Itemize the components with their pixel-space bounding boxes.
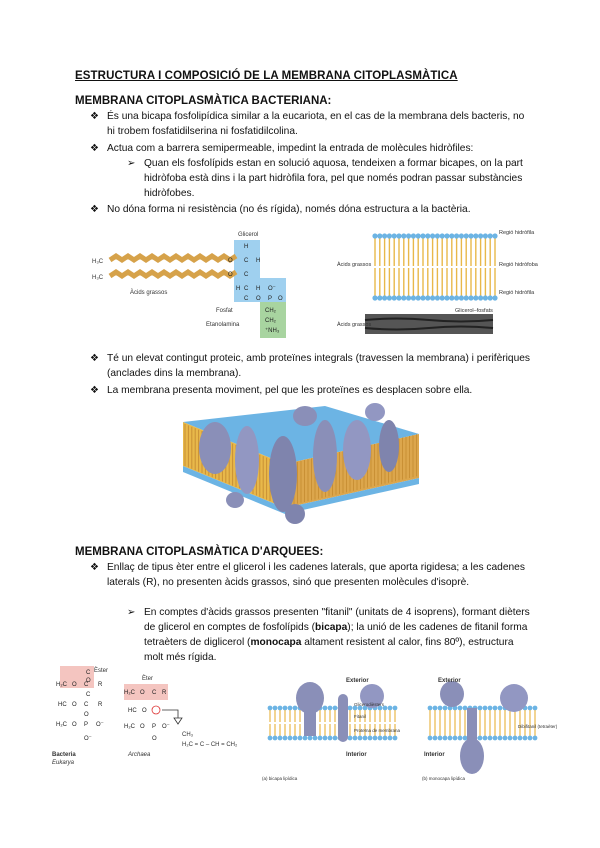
- membrane-protein-label: Proteïna de membrana: [354, 728, 401, 733]
- svg-text:R: R: [98, 702, 103, 708]
- svg-text:C: C: [84, 702, 89, 708]
- interior-label: Interior: [346, 752, 367, 758]
- svg-text:C: C: [244, 258, 249, 264]
- eukarya-label: Eukarya: [52, 760, 75, 766]
- svg-text:O⁻: O⁻: [268, 286, 276, 292]
- svg-text:O: O: [140, 690, 145, 696]
- exterior-label: Exterior: [346, 678, 369, 684]
- svg-text:O: O: [72, 722, 77, 728]
- bullet-item: [90, 351, 530, 381]
- bullet-text: No dóna forma ni resistència (no és rígida), només dóna estructura a la bactèria.: [107, 204, 471, 215]
- svg-text:C: C: [84, 682, 89, 688]
- svg-text:O: O: [86, 678, 91, 684]
- arrow-marker-icon: ➢: [127, 607, 136, 618]
- membrane-proteins-figure: [175, 400, 425, 528]
- svg-text:O: O: [152, 736, 157, 742]
- glycerodiesters-label: Glicerodièsters: [354, 702, 385, 707]
- svg-text:HC: HC: [58, 702, 67, 708]
- svg-text:HC: HC: [128, 708, 137, 714]
- arrow-marker-icon: ➢: [127, 158, 136, 169]
- svg-text:CH₂: CH₂: [265, 318, 276, 324]
- sub-bullet-item: [127, 605, 532, 665]
- section-heading-archaea: MEMBRANA CITOPLASMÀTICA D'ARQUEES:: [75, 546, 324, 558]
- bullet-item: [90, 141, 530, 156]
- svg-text:O: O: [228, 258, 233, 264]
- bullet-text: Enllaç de tipus èter entre el glicerol i les cadenes laterals, que aporta rigidesa; a les cadenes laterals (R), no presenten àcids grassos, sinó que presenten molècules d'isoprè.: [107, 562, 525, 588]
- bullet-text: És una bicapa fosfolipídica similar a la eucariota, en el cas de la membrana dels bacteris, no hi trobem fosfatidilserina ni fosfatidilcolina.: [107, 111, 525, 137]
- phosphate-label: Fosfat: [216, 308, 233, 314]
- bullet-marker-icon: ❖: [90, 143, 99, 154]
- svg-text:O: O: [72, 702, 77, 708]
- svg-text:R: R: [98, 682, 103, 688]
- sub-bullet-text: En comptes d'àcids grassos presenten "fitanil" (unitats de 4 isoprens), formant dièters de glicerol en comptes de fosfolípids (bicapa); la unió de les cadenes de fitanil forma tetraèters de diglicerol (monocapa altament resistent al calor, fins 80º), estructura molt més rígida.: [144, 607, 530, 663]
- bullet-text: La membrana presenta moviment, pel que les proteïnes es desplacen sobre ella.: [107, 385, 473, 396]
- ethanolamine-label: Etanolamina: [206, 322, 240, 328]
- svg-text:H₂C: H₂C: [56, 682, 67, 688]
- bullet-marker-icon: ❖: [90, 385, 99, 396]
- ester-label: Èster: [94, 668, 109, 674]
- dibiphytanyl-label: Dibifitanil (tetraèter): [518, 724, 558, 729]
- svg-text:H₂C: H₂C: [56, 722, 67, 728]
- glycerol-phosphates-label: Glicerol–fosfats: [455, 308, 493, 314]
- h3c-label: H₃C: [92, 275, 104, 281]
- svg-text:O: O: [142, 708, 147, 714]
- svg-text:H: H: [236, 286, 241, 292]
- svg-text:C: C: [244, 272, 249, 278]
- bullet-marker-icon: ❖: [90, 204, 99, 215]
- interior-label: Interior: [424, 752, 445, 758]
- svg-text:O: O: [256, 296, 261, 302]
- svg-text:H₂C: H₂C: [124, 690, 135, 696]
- svg-text:O: O: [140, 724, 145, 730]
- bacteria-label: Bacteria: [52, 752, 76, 758]
- svg-text:C: C: [244, 296, 249, 302]
- caption-a: (a) bicapa lipídica: [262, 776, 298, 781]
- exterior-label: Exterior: [438, 678, 461, 684]
- sub-bullet-item: [127, 156, 532, 201]
- isoprene-ch3: CH₃: [182, 732, 194, 738]
- svg-text:O: O: [278, 296, 283, 302]
- svg-text:P: P: [268, 296, 273, 302]
- svg-text:O⁻: O⁻: [162, 724, 170, 730]
- ether-label: Èter: [142, 676, 154, 682]
- svg-text:⁺NH₃: ⁺NH₃: [265, 328, 280, 334]
- bullet-item: [90, 560, 530, 590]
- archaea-label: Archaea: [128, 752, 151, 758]
- hydrophilic-region-label: Regió hidròfila: [499, 230, 535, 236]
- phytanyl-label: Fitanil: [354, 714, 367, 719]
- h3c-label: H₃C: [92, 259, 104, 265]
- section-heading-bacterial: MEMBRANA CITOPLASMÀTICA BACTERIANA:: [75, 95, 332, 107]
- svg-text:C: C: [86, 692, 91, 698]
- bullet-item: [90, 109, 530, 139]
- hydrophilic-region-label: Regió hidròfila: [499, 290, 535, 296]
- svg-text:H: H: [244, 244, 249, 250]
- svg-text:H₂C: H₂C: [124, 724, 135, 730]
- svg-text:O⁻: O⁻: [96, 722, 104, 728]
- svg-text:CH₂: CH₂: [265, 308, 276, 314]
- lipid-bilayer-figure: [335, 222, 538, 340]
- svg-text:O: O: [228, 272, 233, 278]
- bullet-marker-icon: ❖: [90, 562, 99, 573]
- hydrophobic-region-label: Regió hidròfoba: [499, 262, 538, 268]
- caption-b: (b) monocapa lipídica: [422, 776, 466, 781]
- svg-text:C: C: [244, 286, 249, 292]
- svg-text:R: R: [162, 690, 167, 696]
- svg-text:P: P: [152, 724, 157, 730]
- svg-text:P: P: [84, 722, 89, 728]
- glicerol-label: Glicerol: [238, 232, 259, 238]
- bullet-text: Actua com a barrera semipermeable, impedint la entrada de molècules hidròfiles:: [107, 143, 474, 154]
- svg-text:O: O: [84, 712, 89, 718]
- svg-text:H: H: [256, 286, 261, 292]
- bullet-marker-icon: ❖: [90, 111, 99, 122]
- bullet-item: [90, 202, 530, 217]
- bullet-item: [90, 383, 530, 398]
- isoprene-formula: H₂C = C – CH = CH₂: [182, 742, 238, 748]
- bullet-text: Té un elevat contingut proteic, amb proteïnes integrals (travessen la membrana) i perifèriques (anclades dins la membrana).: [107, 353, 530, 379]
- svg-text:C: C: [152, 690, 157, 696]
- svg-text:O⁻: O⁻: [84, 736, 92, 742]
- page-title: ESTRUCTURA I COMPOSICIÓ DE LA MEMBRANA CITOPLASMÀTICA: [75, 70, 458, 82]
- sub-bullet-text: Quan els fosfolípids estan en solució aquosa, tendeixen a formar bicapes, on la part hidròfoba està dins i la part hidròfila fora, pel que només podran passar substàncies hidròfobes.: [144, 158, 523, 199]
- svg-text:H: H: [256, 258, 261, 264]
- fatty-acids-label: Àcids grassos: [130, 290, 168, 296]
- archaea-membranes-figure: [262, 668, 558, 784]
- fatty-acids-label: Àcids grassos: [337, 262, 372, 268]
- bullet-marker-icon: ❖: [90, 353, 99, 364]
- fatty-acids-label-2: Àcids grassos: [337, 322, 372, 328]
- ether-ester-chemistry-figure: [52, 662, 260, 782]
- svg-text:O: O: [72, 682, 77, 688]
- svg-text:C: C: [86, 670, 91, 676]
- phospholipid-structure-figure: [88, 226, 298, 338]
